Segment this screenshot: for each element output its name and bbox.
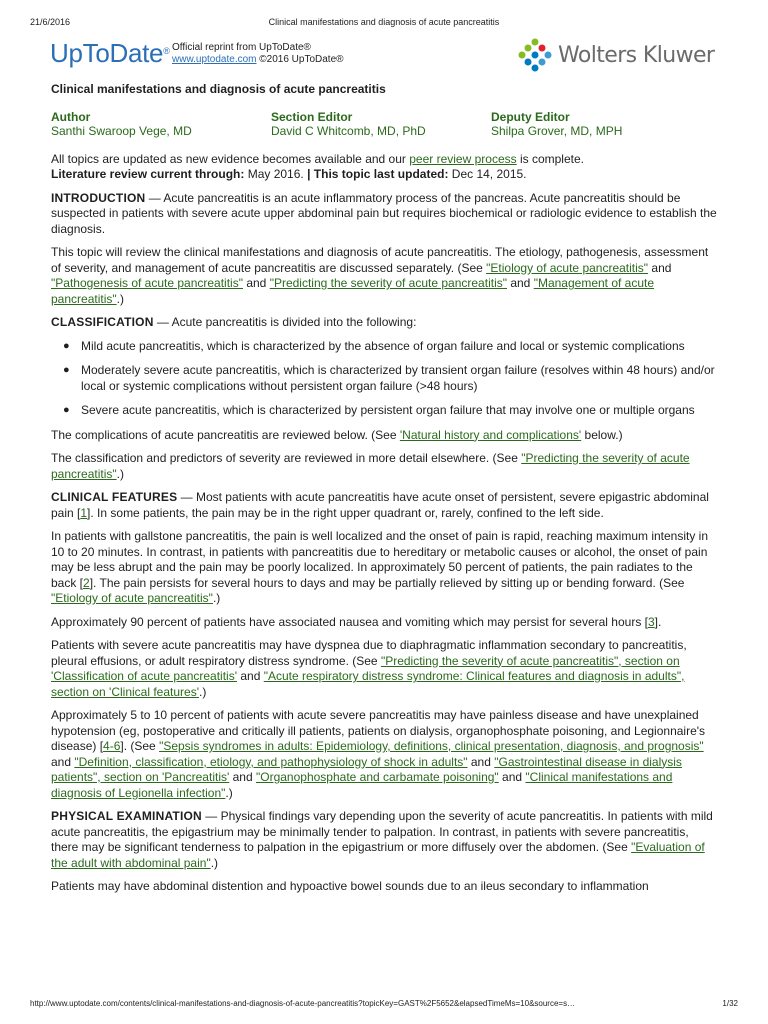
classification-heading: CLASSIFICATION bbox=[51, 315, 154, 329]
predicting-severity-link-2[interactable]: "Predicting the severity of acute pancreatitis" bbox=[51, 451, 690, 481]
print-footer bbox=[30, 996, 738, 1008]
physical-heading: PHYSICAL EXAMINATION bbox=[51, 809, 202, 823]
clinical-paragraph-4: Patients with severe acute pancreatitis may have dyspnea due to diaphragmatic inflammation secondary to pancreatitis, pleural effusions, or adult respiratory distress syndrome. (See "Predicting the severity of acute pancreatitis", section on 'Classification of acute pancreatitis' and "Acute respiratory distress syndrome: Clinical features and diagnosis in adults", section on 'Clinical features'.) bbox=[51, 638, 687, 699]
author-label: Author bbox=[51, 109, 91, 124]
natural-history-link[interactable]: 'Natural history and complications' bbox=[399, 427, 582, 442]
classification-list bbox=[51, 339, 717, 419]
bullet-icon: ● bbox=[63, 404, 70, 416]
clinical-paragraph-1: CLINICAL FEATURES — Most patients with acute pancreatitis have acute onset of persistent, severe epigastric abdominal pain [1]. In some patients, the pain may be in the right upper quadrant or, rarely, confined to the left side. bbox=[51, 490, 709, 520]
bullet-icon: ● bbox=[63, 364, 70, 376]
print-url: http://www.uptodate.com/contents/clinical-manifestations-and-diagnosis-of-acute-pancreatitis?topicKey=GAST%2F5652&elapsedTimeMs=10&source=s… bbox=[30, 999, 576, 1008]
clinical-paragraph-3: Approximately 90 percent of patients have associated nausea and vomiting which may persist for several hours [3]. bbox=[51, 614, 662, 629]
classification-paragraph: CLASSIFICATION — Acute pancreatitis is divided into the following: bbox=[51, 315, 417, 329]
clinical-paragraph-5: Approximately 5 to 10 percent of patients with acute severe pancreatitis may have painless disease and have unexplained hypotension (eg, postoperative and critically ill patients, patients on dialysis, organophosphate poisoning, and Legionnaire's disease) [4-6]. (See "Sepsis syndromes in adults: Epidemiology, definitions, clinical presentation, diagnosis, and prognosis" and "Definition, classification, etiology, and pathophysiology of shock in adults" and "Gastrointestinal disease in dialysis patients", section on 'Pancreatitis' and "Organophosphate and carbamate poisoning" and "Clinical manifestations and diagnosis of Legionella infection".) bbox=[51, 708, 706, 800]
deputy-editor-name: Shilpa Grover, MD, MPH bbox=[491, 123, 623, 138]
reference-link-2[interactable]: 2 bbox=[83, 575, 90, 590]
reference-link-4-6[interactable]: 4-6 bbox=[103, 739, 121, 753]
reference-link-1[interactable]: 1 bbox=[80, 505, 88, 520]
classification-section-link[interactable]: "Predicting the severity of acute pancreatitis", section on 'Classification of acute pancreatitis' bbox=[51, 653, 680, 683]
wolters-kluwer-wordmark: Wolters Kluwer bbox=[558, 43, 715, 68]
predicting-severity-link[interactable]: "Predicting the severity of acute pancreatitis" bbox=[269, 276, 507, 290]
clinical-heading: CLINICAL FEATURES bbox=[51, 490, 178, 504]
dialysis-link[interactable]: "Gastrointestinal disease in dialysis patients", section on 'Pancreatitis' bbox=[51, 754, 682, 784]
intro-paragraph-2: This topic will review the clinical manifestations and diagnosis of acute pancreatitis. The etiology, pathogenesis, assessment of severity, and management of acute pancreatitis are discussed separately. (See "Etiology of acute pancreatitis" and "Pathogenesis of acute pancreatitis" and "Predicting the severity of acute pancreatitis" and "Management of acute pancreatitis".) bbox=[51, 245, 709, 306]
deputy-editor-label: Deputy Editor bbox=[491, 109, 570, 124]
review-label: Literature review current through: bbox=[51, 167, 245, 181]
clinical-paragraph-2: In patients with gallstone pancreatitis, the pain is well localized and the onset of pain is rapid, reaching maximum intensity in 10 to 20 minutes. In contrast, in patients with pancreatitis due to hereditary or metabolic causes or alcohol, the onset of pain may be less abrupt and the pain may be poorly localized. In approximately 50 percent of patients, the pain radiates to the back [2]. The pain persists for several hours to days and may be partially relieved by sitting up or bending forward. (See "Etiology of acute pancreatitis".) bbox=[51, 529, 709, 605]
organophosphate-link[interactable]: "Organophosphate and carbamate poisoning" bbox=[255, 770, 499, 784]
uptodate-logo: UpToDate® bbox=[50, 38, 170, 68]
list-item: ● Severe acute pancreatitis, which is characterized by persistent organ failure that may involve one or multiple organs bbox=[63, 403, 695, 417]
page-number: 1/32 bbox=[722, 999, 738, 1008]
uptodate-url-link[interactable]: www.uptodate.com bbox=[172, 54, 257, 65]
copyright-text: ©2016 UpToDate® bbox=[259, 54, 344, 65]
pathogenesis-link[interactable]: "Pathogenesis of acute pancreatitis" bbox=[51, 276, 243, 290]
author-column bbox=[51, 110, 192, 138]
legionella-link[interactable]: "Clinical manifestations and diagnosis of Legionella infection" bbox=[51, 770, 673, 800]
deputy-editor-column bbox=[491, 110, 622, 138]
article-content bbox=[51, 82, 717, 903]
shock-link[interactable]: "Definition, classification, etiology, and pathophysiology of shock in adults" bbox=[74, 754, 468, 769]
physical-paragraph-2: Patients may have abdominal distention and hypoactive bowel sounds due to an ileus secondary to inflammation bbox=[51, 879, 649, 893]
wolters-kluwer-logo bbox=[518, 38, 718, 72]
wolters-kluwer-icon bbox=[518, 38, 552, 72]
predictors-paragraph: The classification and predictors of severity are reviewed in more detail elsewhere. (See "Predicting the severity of acute pancreatitis".) bbox=[51, 451, 690, 481]
article-title: Clinical manifestations and diagnosis of acute pancreatitis bbox=[51, 82, 386, 96]
author-name: Santhi Swaroop Vege, MD bbox=[51, 123, 192, 138]
bullet-icon: ● bbox=[63, 339, 70, 352]
peer-review-link[interactable]: peer review process bbox=[409, 151, 517, 166]
reference-link-3[interactable]: 3 bbox=[647, 614, 655, 629]
list-item: ● Mild acute pancreatitis, which is characterized by the absence of organ failure and local or systemic complications bbox=[63, 338, 685, 353]
brand-bar bbox=[50, 38, 718, 78]
update-note: All topics are updated as new evidence becomes available and our peer review process is complete. Literature review current through: May 2016. | This topic last updated: Dec 14, 2015. bbox=[51, 151, 584, 181]
reprint-line: Official reprint from UpToDate® bbox=[172, 42, 311, 53]
section-editor-name: David C Whitcomb, MD, PhD bbox=[271, 123, 426, 138]
section-editor-label: Section Editor bbox=[271, 109, 353, 124]
author-block bbox=[51, 110, 717, 140]
etiology-link[interactable]: "Etiology of acute pancreatitis" bbox=[486, 260, 649, 275]
intro-heading: INTRODUCTION bbox=[51, 190, 146, 205]
section-editor-column bbox=[271, 110, 426, 138]
reprint-notice bbox=[172, 42, 344, 66]
abdominal-pain-link[interactable]: "Evaluation of the adult with abdominal pain" bbox=[51, 840, 705, 870]
review-date: May 2016. bbox=[244, 167, 304, 181]
ards-link[interactable]: "Acute respiratory distress syndrome: Clinical features and diagnosis in adults", section on 'Clinical features' bbox=[51, 669, 685, 699]
print-title: Clinical manifestations and diagnosis of acute pancreatitis bbox=[268, 17, 500, 27]
updated-label: This topic last updated: bbox=[313, 167, 449, 181]
intro-paragraph: INTRODUCTION — Acute pancreatitis is an acute inflammatory process of the pancreas. Acute pancreatitis should be suspected in patients with severe acute upper abdominal pain but requires biochemical or radiologic evidence to establish the diagnosis. bbox=[51, 190, 717, 236]
complications-paragraph: The complications of acute pancreatitis are reviewed below. (See 'Natural history and complications' below.) bbox=[51, 427, 623, 442]
list-item: ● Moderately severe acute pancreatitis, which is characterized by transient organ failure (resolves within 48 hours) and/or local or systemic complications without persistent organ failure (>48 hours) bbox=[63, 363, 715, 393]
sepsis-link[interactable]: "Sepsis syndromes in adults: Epidemiology, definitions, clinical presentation, diagnosis, and prognosis" bbox=[159, 739, 704, 753]
updated-date: Dec 14, 2015. bbox=[448, 167, 527, 181]
management-link[interactable]: "Management of acute pancreatitis" bbox=[51, 276, 655, 306]
physical-paragraph-1: PHYSICAL EXAMINATION — Physical findings vary depending upon the severity of acute pancreatitis. In patients with mild acute pancreatitis, the epigastrium may be minimally tender to palpation. In contrast, in patients with severe pancreatitis, there may be significant tenderness to palpation in the epigastrium or more diffusely over the abdomen. (See "Evaluation of the adult with abdominal pain".) bbox=[51, 809, 713, 870]
print-date: 21/6/2016 bbox=[30, 17, 71, 27]
print-header bbox=[30, 15, 738, 27]
etiology-link-2[interactable]: "Etiology of acute pancreatitis" bbox=[51, 591, 213, 605]
